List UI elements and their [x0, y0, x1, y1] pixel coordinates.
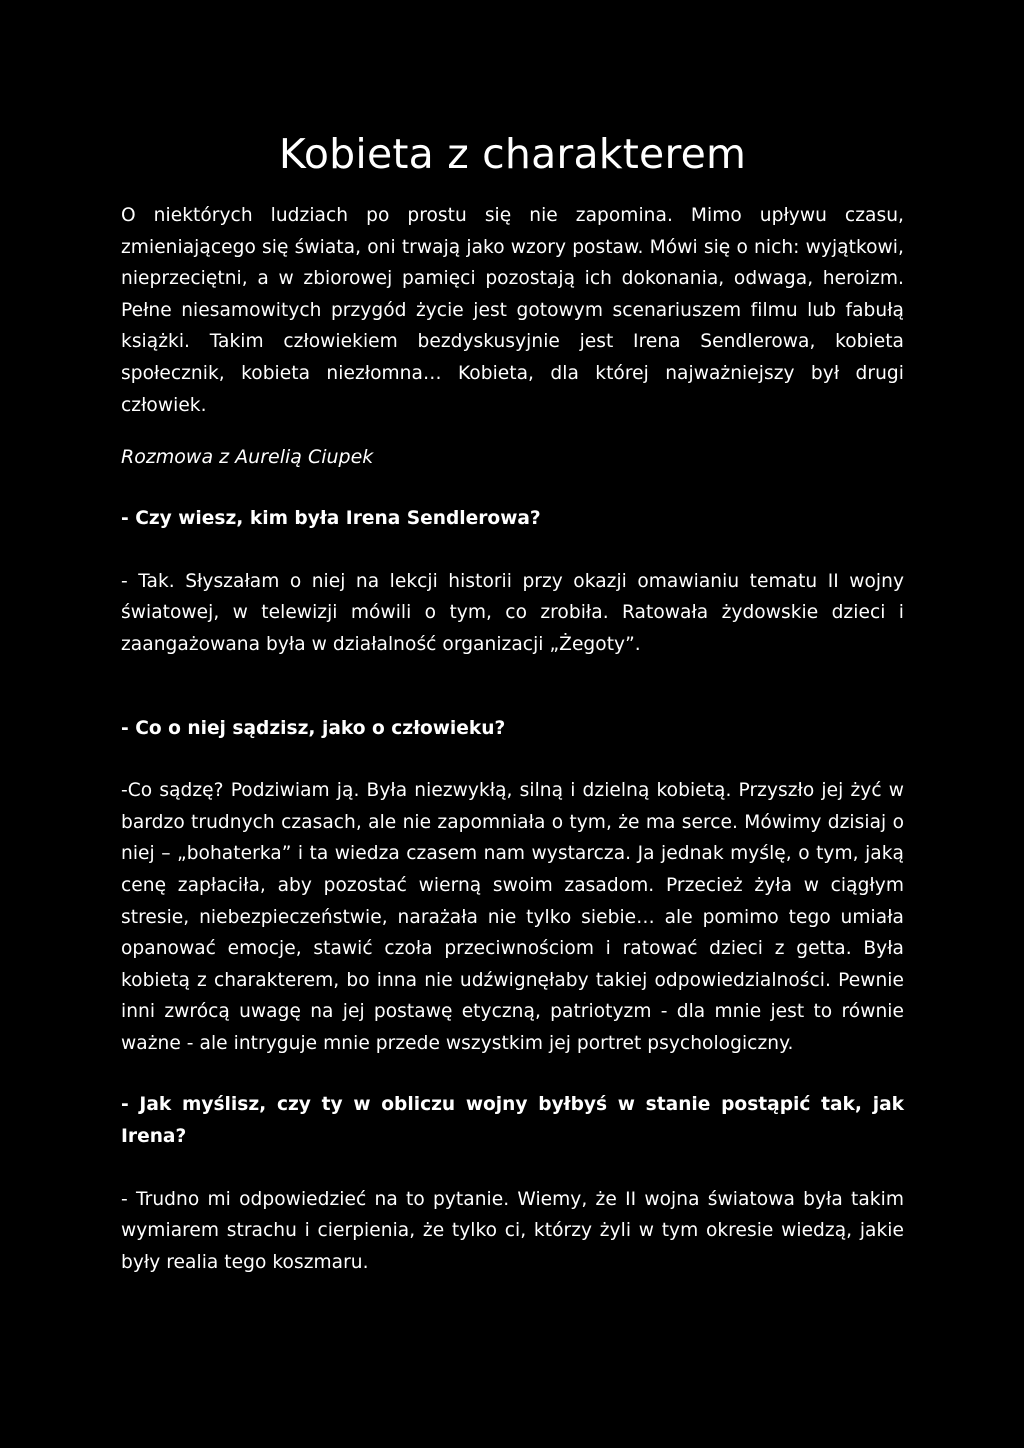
interview-answer-3: - Trudno mi odpowiedzieć na to pytanie. Wiemy, że II wojna światowa była takim wymiarem strachu i cierpienia, że tylko ci, którzy żyli w tym okresie wiedzą, jakie były realia tego koszmaru. [121, 1188, 904, 1273]
interview-question-3: - Jak myślisz, czy ty w obliczu wojny byłbyś w stanie postąpić tak, jak Irena? [121, 1094, 904, 1148]
article [121, 118, 904, 1278]
interview-answer-1: - Tak. Słyszałam o niej na lekcji historii przy okazji omawianiu tematu II wojny światowej, w telewizji mówili o tym, co zrobiła. Ratowała żydowskie dzieci i zaangażowana była w działalność organizacji „Żegoty”. [121, 570, 904, 655]
interview-question-2: - Co o niej sądzisz, jako o człowieku? [121, 717, 506, 739]
interview-question-1: - Czy wiesz, kim była Irena Sendlerowa? [121, 508, 541, 530]
interview-subtitle: Rozmowa z Aurelią Ciupek [121, 446, 374, 469]
intro-paragraph: O niektórych ludziach po prostu się nie zapomina. Mimo upływu czasu, zmieniającego się świata, oni trwają jako wzory postaw. Mówi się o nich: wyjątkowi, nieprzeciętni, a w zbiorowej pamięci pozostają ich dokonania, odwaga, heroizm. Pełne niesamowitych przygód życie jest gotowym scenariuszem filmu lub fabułą książki. Takim człowiekiem bezdyskusyjnie jest Irena Sendlerowa, kobieta społecznik, kobieta niezłomna… Kobieta, dla której najważniejszy był drugi człowiek. [121, 205, 904, 416]
interview-answer-2: -Co sądzę? Podziwiam ją. Była niezwykłą, silną i dzielną kobietą. Przyszło jej żyć w bardzo trudnych czasach, ale nie zapomniała o tym, że ma serce. Mówimy dzisiaj o niej – „bohaterka” i ta wiedza czasem nam wystarcza. Ja jednak myślę, o tym, jaką cenę zapłaciła, aby pozostać wierną swoim zasadom. Przecież żyła w ciągłym stresie, niebezpieczeństwie, narażała nie tylko siebie… ale pomimo tego umiała opanować emocje, stawić czoła przeciwnościom i ratować dzieci z getta. Była kobietą z charakterem, bo inna nie udźwignęłaby takiej odpowiedzialności. Pewnie inni zwrócą uwagę na jej postawę etyczną, patriotyzm - dla mnie jest to równie ważne - ale intryguje mnie przede wszystkim jej portret psychologiczny. [121, 780, 904, 1054]
article-title: Kobieta z charakterem [278, 130, 747, 178]
